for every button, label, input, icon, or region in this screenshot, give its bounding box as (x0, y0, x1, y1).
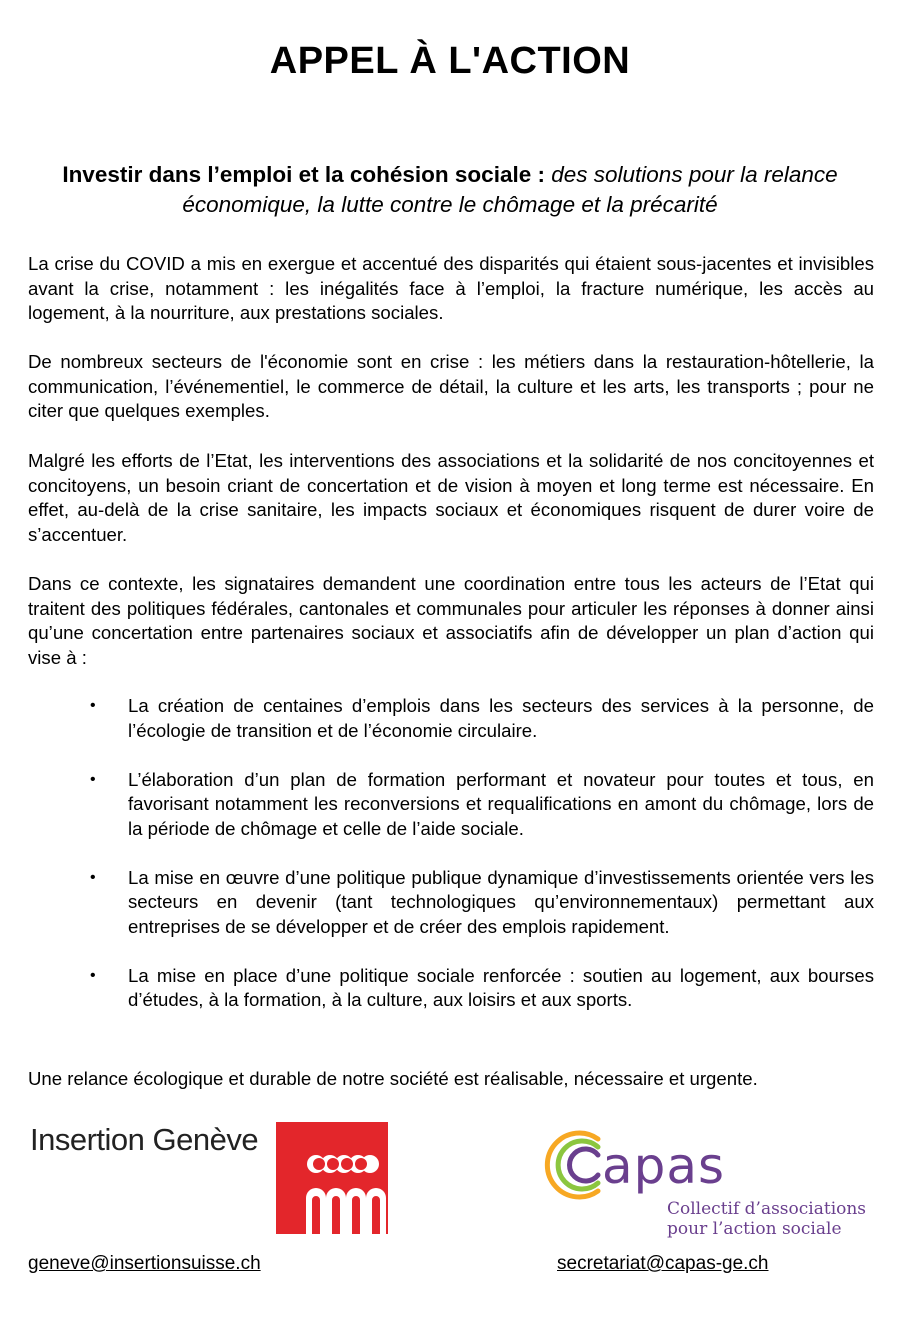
bullet-icon: • (90, 697, 96, 714)
capas-email-link[interactable]: secretariat@capas-ge.ch (557, 1253, 769, 1274)
list-item-text: La mise en œuvre d’une politique publique dynamique d’investissements orientée vers les secteurs en devenir (tant technologiques qu’environnementaux) permettant aux entreprises de se développer et de créer des emplois rapidement. (128, 866, 874, 937)
list-item-text: La mise en place d’une politique sociale renforcée : soutien au logement, aux bourses d’études, à la formation, à la culture, aux loisirs et aux sports. (128, 964, 874, 1010)
insertion-geneve-logo-mark (276, 1122, 388, 1234)
bullet-icon: • (90, 770, 96, 788)
action-plan-list (90, 694, 874, 1037)
paragraph-crisis: La crise du COVID a mis en exergue et accentué des disparités qui étaient sous-jacentes et invisibles avant la crise, notamment : les inégalités face à l’emploi, la fracture numérique, les accès au logement, à la nourriture, aux prestations sociales. (28, 253, 874, 323)
insertion-email-link[interactable]: geneve@insertionsuisse.ch (28, 1253, 261, 1274)
closing-statement: Une relance écologique et durable de notre société est réalisable, nécessaire et urgente. (28, 1068, 758, 1089)
capas-logo (540, 1125, 880, 1245)
list-item (90, 866, 874, 940)
list-item-text: L’élaboration d’un plan de formation performant et novateur pour toutes et tous, en favorisant notamment les reconversions et requalifications en amont du chômage, lors de la période de chômage et celle de l’aide sociale. (128, 768, 874, 839)
subtitle-bold: Investir dans l’emploi et la cohésion sociale : (62, 162, 545, 187)
paragraph-efforts: Malgré les efforts de l’Etat, les interventions des associations et la solidarité de nos concitoyennes et concitoyens, un besoin criant de concertation et de vision à moyen et long terme est nécessaire. En effet, au-delà de la crise sanitaire, les impacts sociaux et économiques risquent de durer voire de s’accentuer. (28, 450, 874, 545)
list-item (90, 964, 874, 1013)
capas-tagline-line2: pour l’action sociale (667, 1219, 842, 1239)
page-title: APPEL À L'ACTION (269, 40, 631, 82)
list-item-text: La création de centaines d’emplois dans les secteurs des services à la personne, de l’écologie de transition et de l’économie circulaire. (128, 695, 874, 741)
capas-logo-mark (540, 1125, 770, 1203)
list-item (90, 694, 874, 743)
list-item (90, 768, 874, 842)
subtitle-italic: des solutions pour la relance économique, la lutte contre le chômage et la précarité (182, 162, 838, 217)
insertion-geneve-logo (30, 1120, 390, 1240)
bullet-icon: • (90, 966, 96, 984)
subtitle (40, 160, 860, 220)
insertion-geneve-logo-text: Insertion Genève (30, 1122, 259, 1157)
paragraph-context: Dans ce contexte, les signataires demandent une coordination entre tous les acteurs de l’Etat qui traitent des politiques fédérales, cantonales et communales pour articuler les réponses à donner ainsi qu’une concertation entre partenaires sociaux et associatifs afin de développer un plan d’action qui vise à : (28, 573, 874, 668)
svg-text:apas: apas (602, 1137, 726, 1195)
capas-tagline-line1: Collectif d’associations (667, 1199, 867, 1219)
bullet-icon: • (90, 868, 96, 886)
paragraph-sectors: De nombreux secteurs de l'économie sont en crise : les métiers dans la restauration-hôtellerie, la communication, l’événementiel, le commerce de détail, la culture et les arts, les transports ; pour ne citer que quelques exemples. (28, 351, 874, 421)
